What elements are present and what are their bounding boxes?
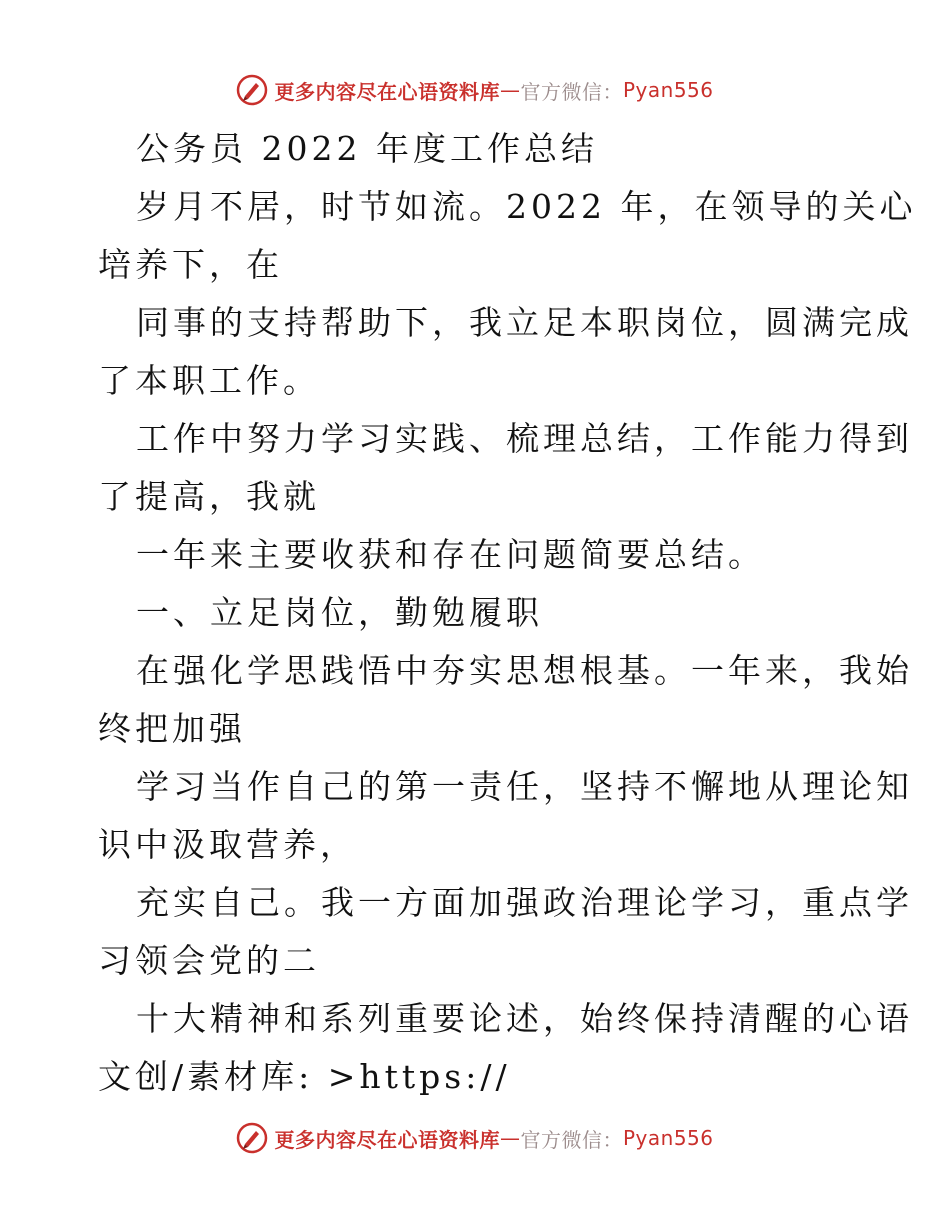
paragraph-line: 工作中努力学习实践、梳理总结，工作能力得到 bbox=[136, 419, 913, 458]
paragraph-line: 岁月不居，时节如流。2022 年，在领导的关心 bbox=[136, 187, 917, 226]
banner-wechat-id: Pyan556 bbox=[622, 1126, 714, 1150]
paragraph-line: 培养下，在 bbox=[98, 245, 283, 284]
section-heading: 一、立足岗位，勤勉履职 bbox=[136, 593, 543, 632]
banner-dash: — bbox=[499, 78, 521, 102]
document-body bbox=[98, 120, 917, 1106]
paragraph-line: 一年来主要收获和存在问题简要总结。 bbox=[136, 535, 765, 574]
paragraph-line: 充实自己。我一方面加强政治理论学习，重点学 bbox=[136, 883, 913, 922]
banner-wechat-id: Pyan556 bbox=[622, 78, 714, 102]
paragraph-line: 文创/素材库: >https:// bbox=[98, 1057, 511, 1096]
banner-dash: — bbox=[499, 1126, 521, 1150]
paragraph-line: 在强化学思践悟中夯实思想根基。一年来，我始 bbox=[136, 651, 913, 690]
paragraph-line: 同事的支持帮助下，我立足本职岗位，圆满完成 bbox=[136, 303, 913, 342]
paragraph-line: 终把加强 bbox=[98, 709, 246, 748]
banner-wechat-label: 官方微信： bbox=[520, 79, 623, 104]
banner-brand-text: 更多内容尽在心语资料库 bbox=[274, 1127, 500, 1152]
logo-icon bbox=[236, 1122, 268, 1154]
paragraph-line: 学习当作自己的第一责任，坚持不懈地从理论知 bbox=[136, 767, 913, 806]
paragraph-line: 十大精神和系列重要论述，始终保持清醒的心语 bbox=[136, 999, 913, 1038]
banner-brand-text: 更多内容尽在心语资料库 bbox=[274, 79, 500, 104]
paragraph-line: 了提高，我就 bbox=[98, 477, 320, 516]
paragraph-line: 习领会党的二 bbox=[98, 941, 320, 980]
banner-wechat-label: 官方微信： bbox=[520, 1127, 623, 1152]
header-banner bbox=[0, 70, 950, 110]
document-title: 公务员 2022 年度工作总结 bbox=[136, 129, 598, 168]
paragraph-line: 识中汲取营养， bbox=[98, 825, 357, 864]
logo-icon bbox=[236, 74, 268, 106]
paragraph-line: 了本职工作。 bbox=[98, 361, 320, 400]
footer-banner bbox=[0, 1118, 950, 1158]
